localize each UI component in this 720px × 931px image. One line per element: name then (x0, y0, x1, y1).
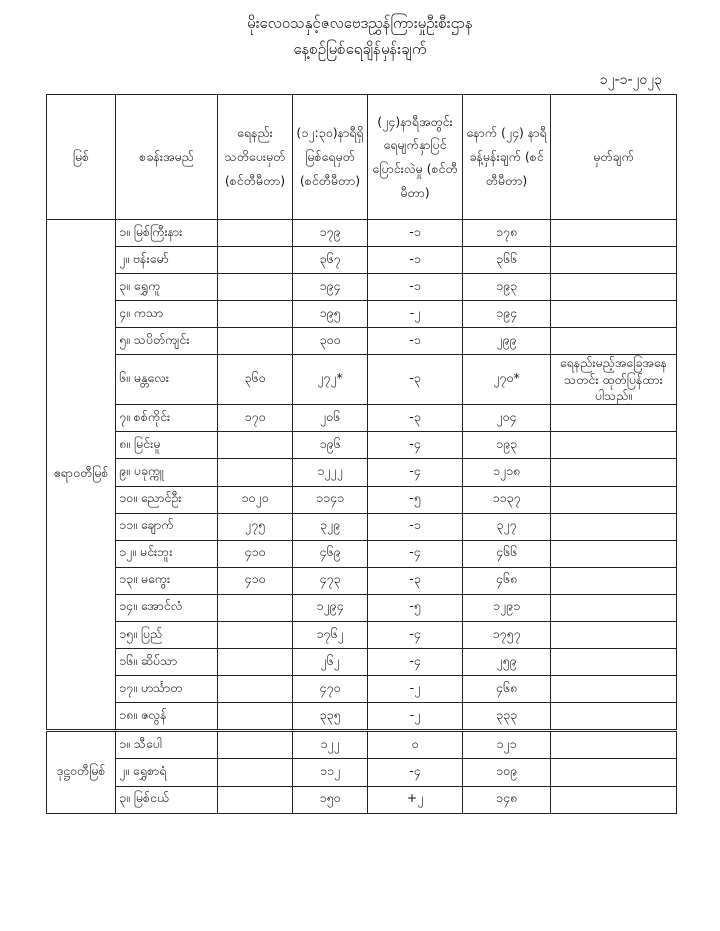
station-name: ၁၁။ ချောက် (116, 513, 218, 540)
remark-cell (551, 621, 677, 648)
report-title-forecast: နေ့စဉ်မြစ်ရေချိန်မှန်းချက် (293, 40, 427, 58)
station-name: ၂။ ရွှေစာရံ (116, 759, 218, 786)
table-row (47, 432, 677, 459)
change-cell: -၁ (368, 274, 463, 301)
table-row (47, 355, 677, 405)
water-level-cell: ၁၁၄၁ (293, 486, 368, 513)
station-name: ၁၃။ မကွေး (116, 567, 218, 594)
remark-cell (551, 432, 677, 459)
low-warning-cell: ၄၁၀ (218, 567, 293, 594)
remark-cell (551, 649, 677, 676)
change-cell: -၂ (368, 301, 463, 328)
table-row (47, 513, 677, 540)
change-cell: -၁ (368, 220, 463, 247)
change-cell: -၅ (368, 486, 463, 513)
low-warning-cell: ၂၇၅ (218, 513, 293, 540)
station-name: ၄။ ကသာ (116, 301, 218, 328)
station-name: ၁။ သီပေါ (116, 731, 218, 759)
remark-cell: ရေနည်းမည့်အခြေအနေသတင်း ထုတ်ပြန်ထားပါသည်။ (551, 355, 677, 405)
change-cell: -၃ (368, 567, 463, 594)
forecast-cell: ၁၉၃ (463, 432, 551, 459)
station-name: ၁၄။ အောင်လံ (116, 594, 218, 621)
table-row (47, 301, 677, 328)
low-warning-cell (218, 759, 293, 786)
forecast-cell: ၂၅၉ (463, 649, 551, 676)
remark-cell (551, 676, 677, 703)
change-cell: -၄ (368, 759, 463, 786)
remark-cell (551, 540, 677, 567)
remark-cell (551, 459, 677, 486)
table-row (47, 676, 677, 703)
forecast-cell: ၁၇၈ (463, 220, 551, 247)
change-cell: -၁ (368, 328, 463, 355)
water-level-cell: ၁၅၀ (293, 786, 368, 813)
table-row (47, 220, 677, 247)
table-body (47, 220, 677, 814)
water-level-cell: ၄၇၃ (293, 567, 368, 594)
change-cell: -၂ (368, 703, 463, 731)
table-row (47, 540, 677, 567)
remark-cell (551, 328, 677, 355)
station-name: ၁၇။ ဟင်္သာတ (116, 676, 218, 703)
table-row (47, 649, 677, 676)
water-level-cell: ၃၆၇ (293, 247, 368, 274)
change-cell: -၁ (368, 247, 463, 274)
table-row (47, 247, 677, 274)
water-level-cell: ၁၉၆ (293, 432, 368, 459)
station-name: ၁၈။ ဇလွန် (116, 703, 218, 731)
report-date: ၁၂-၁-၂၀၂၃ (599, 72, 662, 88)
forecast-cell: ၁၂၉၁ (463, 594, 551, 621)
water-level-cell: ၁၂၂ (293, 731, 368, 759)
station-name: ၁၂။ မင်းဘူး (116, 540, 218, 567)
forecast-cell: ၃၂၇ (463, 513, 551, 540)
river-level-table (46, 94, 677, 814)
table-row (47, 703, 677, 731)
table-row (47, 459, 677, 486)
remark-cell (551, 594, 677, 621)
low-warning-cell (218, 703, 293, 731)
low-warning-cell (218, 220, 293, 247)
table-row (47, 328, 677, 355)
col-header-24h-change: (၂၄)နာရီအတွင်း ရေမျက်နှာပြင် ပြောင်းလဲမှု (စင်တီမီတာ) (368, 95, 463, 220)
station-name: ၁၀။ ညောင်ဦး (116, 486, 218, 513)
low-warning-cell (218, 274, 293, 301)
low-warning-cell: ၁၀၂၀ (218, 486, 293, 513)
change-cell: -၄ (368, 649, 463, 676)
change-cell: -၄ (368, 459, 463, 486)
river-name: ဧရာဝတီမြစ် (47, 220, 116, 731)
change-cell: -၅ (368, 594, 463, 621)
forecast-cell: ၃၃၃ (463, 703, 551, 731)
change-cell: -၃ (368, 405, 463, 432)
change-cell: -၃ (368, 355, 463, 405)
low-warning-cell (218, 786, 293, 813)
low-warning-cell (218, 328, 293, 355)
river-name: ဒုဋ္ဌဝတီမြစ် (47, 731, 116, 813)
low-warning-cell (218, 649, 293, 676)
table-row (47, 567, 677, 594)
water-level-cell: ၂၀၆ (293, 405, 368, 432)
forecast-cell: ၄၆၈ (463, 676, 551, 703)
low-warning-cell (218, 247, 293, 274)
station-name: ၃။ ရွှေကူ (116, 274, 218, 301)
station-name: ၉။ ပခုက္ကူ (116, 459, 218, 486)
water-level-cell: ၃၃၅ (293, 703, 368, 731)
low-warning-cell: ၃၆၀ (218, 355, 293, 405)
col-header-24h-forecast: နောက် (၂၄) နာရီ ခန့်မှန်းချက် (စင်တီမီတာ) (463, 95, 551, 220)
water-level-cell: ၁၇၆၂ (293, 621, 368, 648)
table-row (47, 405, 677, 432)
col-header-river: မြစ် (47, 95, 116, 220)
forecast-cell: ၁၄၈ (463, 786, 551, 813)
remark-cell (551, 731, 677, 759)
water-level-cell: ၁၇၉ (293, 220, 368, 247)
station-name: ၇။ စစ်ကိုင်း (116, 405, 218, 432)
change-cell: -၂ (368, 676, 463, 703)
low-warning-cell (218, 621, 293, 648)
water-level-cell: ၃၀၀ (293, 328, 368, 355)
forecast-cell: ၃၆၆ (463, 247, 551, 274)
col-header-low-warning: ရေနည်း သတိပေးမှတ် (စင်တီမီတာ) (218, 95, 293, 220)
remark-cell (551, 220, 677, 247)
station-name: ၁၅။ ပြည် (116, 621, 218, 648)
water-level-cell: ၄၆၉ (293, 540, 368, 567)
col-header-station: စခန်းအမည် (116, 95, 218, 220)
water-level-cell: ၁၉၅ (293, 301, 368, 328)
col-header-water-level: (၁၂:၃၀)နာရီရှိ မြစ်ရေမှတ် (စင်တီမီတာ) (293, 95, 368, 220)
water-level-cell: ၂၆၂ (293, 649, 368, 676)
forecast-cell: ၁၁၃၇ (463, 486, 551, 513)
table-row (47, 731, 677, 759)
water-level-cell: ၃၂၉ (293, 513, 368, 540)
low-warning-cell (218, 459, 293, 486)
station-name: ၁၆။ ဆိပ်သာ (116, 649, 218, 676)
forecast-cell: ၂၀၄ (463, 405, 551, 432)
forecast-cell: ၁၀၉ (463, 759, 551, 786)
table-row (47, 486, 677, 513)
change-cell: -၁ (368, 513, 463, 540)
station-name: ၂။ ဗန်းမော် (116, 247, 218, 274)
table-row (47, 786, 677, 813)
remark-cell (551, 274, 677, 301)
change-cell: ၀ (368, 731, 463, 759)
forecast-cell: ၁၂၁ (463, 731, 551, 759)
forecast-cell: ၁၉၃ (463, 274, 551, 301)
forecast-cell: ၁၇၅၇ (463, 621, 551, 648)
water-level-cell: ၁၁၂ (293, 759, 368, 786)
water-level-cell: ၁၂၉၄ (293, 594, 368, 621)
table-row (47, 274, 677, 301)
station-name: ၈။ မြင်းမူ (116, 432, 218, 459)
table-row (47, 621, 677, 648)
change-cell: +၂ (368, 786, 463, 813)
remark-cell (551, 513, 677, 540)
forecast-cell: ၁၂၁၈ (463, 459, 551, 486)
remark-cell (551, 786, 677, 813)
low-warning-cell (218, 676, 293, 703)
remark-cell (551, 405, 677, 432)
remark-cell (551, 567, 677, 594)
table-row (47, 759, 677, 786)
low-warning-cell (218, 432, 293, 459)
remark-cell (551, 703, 677, 731)
table-header-row (47, 95, 677, 220)
change-cell: -၄ (368, 621, 463, 648)
table-row (47, 594, 677, 621)
forecast-cell: ၂၉၉ (463, 328, 551, 355)
low-warning-cell (218, 301, 293, 328)
low-warning-cell: ၄၁၀ (218, 540, 293, 567)
station-name: ၅။ သပိတ်ကျင်း (116, 328, 218, 355)
remark-cell (551, 247, 677, 274)
remark-cell (551, 759, 677, 786)
water-level-cell: ၁၉၄ (293, 274, 368, 301)
forecast-cell: ၄၆၈ (463, 567, 551, 594)
low-warning-cell: ၁၇၀ (218, 405, 293, 432)
water-level-cell: ၄၇၀ (293, 676, 368, 703)
station-name: ၆။ မန္တလေး (116, 355, 218, 405)
forecast-cell: ၁၉၄ (463, 301, 551, 328)
remark-cell (551, 301, 677, 328)
change-cell: -၄ (368, 432, 463, 459)
report-title-department: မိုးလေဝသနှင့်ဇလဗေဒညွှန်ကြားမှုဦးစီးဌာန (247, 14, 473, 32)
remark-cell (551, 486, 677, 513)
station-name: ၃။ မြစ်ငယ် (116, 786, 218, 813)
water-level-cell: ၁၂၂၂ (293, 459, 368, 486)
low-warning-cell (218, 594, 293, 621)
forecast-cell: ၄၆၆ (463, 540, 551, 567)
water-level-cell: ၂၇၂* (293, 355, 368, 405)
station-name: ၁။ မြစ်ကြီးနား (116, 220, 218, 247)
change-cell: -၄ (368, 540, 463, 567)
col-header-remark: မှတ်ချက် (551, 95, 677, 220)
low-warning-cell (218, 731, 293, 759)
forecast-cell: ၂၇၀* (463, 355, 551, 405)
